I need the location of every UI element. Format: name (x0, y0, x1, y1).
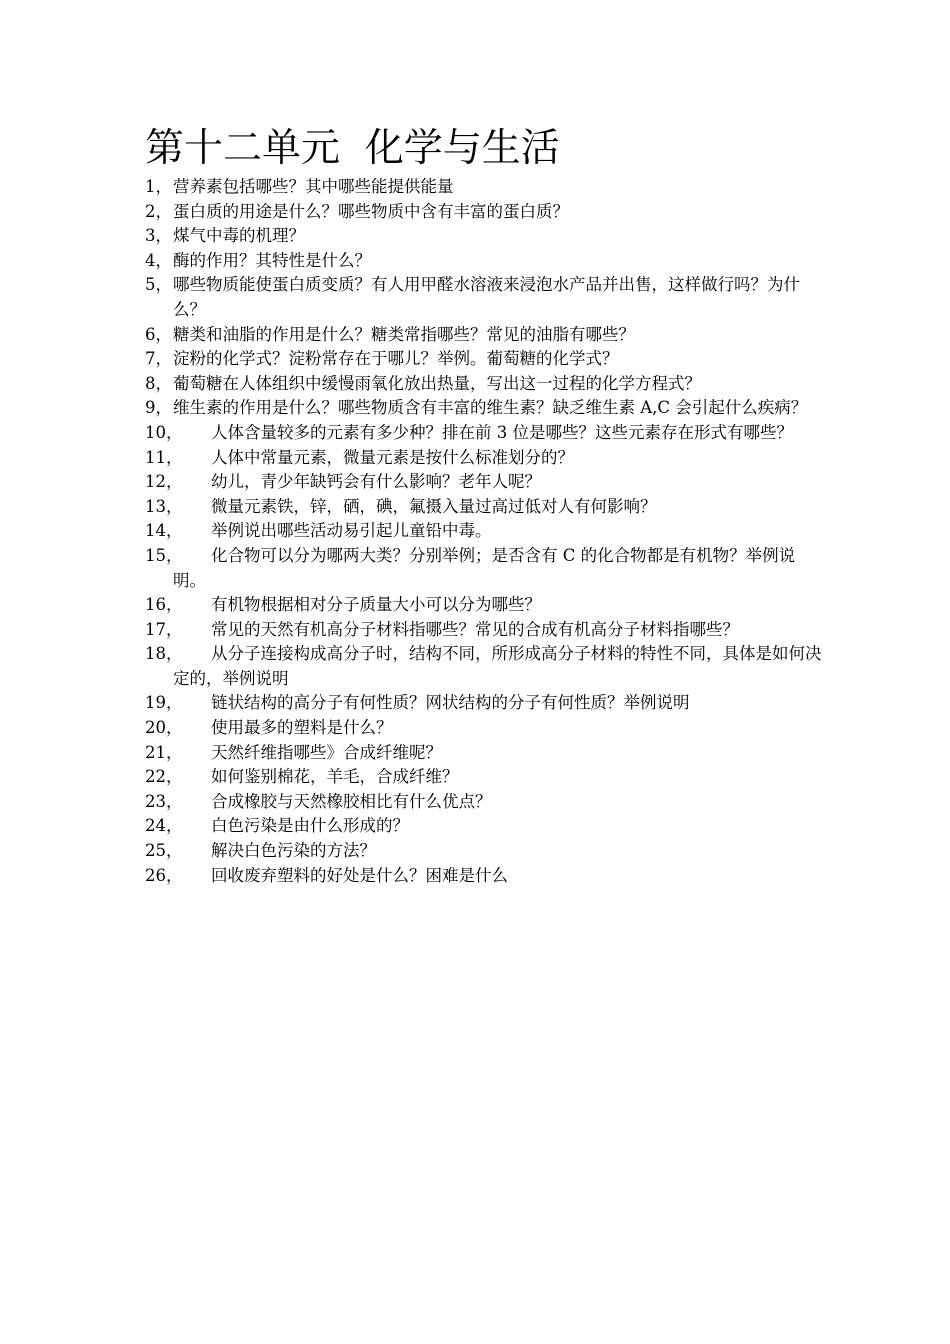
question-text: 维生素的作用是什么？哪些物质含有丰富的维生素？缺乏维生素 A,C 会引起什么疾病？ (173, 398, 808, 418)
question-item (145, 323, 825, 348)
question-text: 糖类和油脂的作用是什么？糖类常指哪些？常见的油脂有哪些？ (173, 324, 635, 344)
question-number: 23， (145, 791, 183, 811)
question-number: 9， (145, 398, 172, 418)
question-text: 有机物根据相对分子质量大小可以分为哪些？ (211, 595, 541, 615)
question-text: 举例说出哪些活动易引起儿童铅中毒。 (211, 521, 492, 541)
question-number: 4， (145, 250, 172, 270)
question-item (145, 224, 825, 249)
page-title: 第十二单元 化学与生活 (145, 126, 560, 171)
question-item (145, 790, 825, 815)
question-number: 14， (145, 521, 183, 541)
question-number: 19， (145, 693, 183, 713)
question-item (145, 593, 825, 618)
question-text: 酶的作用？其特性是什么？ (173, 250, 371, 270)
question-text: 化合物可以分为哪两大类？分别举例；是否含有 C 的化合物都是有机物？举例说明。 (173, 545, 796, 590)
question-item (145, 544, 825, 593)
question-text: 合成橡胶与天然橡胶相比有什么优点？ (211, 791, 492, 811)
question-number: 13， (145, 496, 183, 516)
question-number: 16， (145, 595, 183, 615)
question-item (145, 470, 825, 495)
question-item (145, 200, 825, 225)
question-number: 1， (145, 177, 172, 196)
question-text: 淀粉的化学式？淀粉常存在于哪儿？举例。葡萄糖的化学式？ (173, 349, 619, 369)
question-item (145, 372, 825, 397)
question-number: 21， (145, 742, 183, 762)
question-number: 26， (145, 865, 183, 885)
question-text: 使用最多的塑料是什么？ (211, 718, 393, 738)
question-text: 营养素包括哪些？其中哪些能提供能量 (173, 177, 454, 196)
question-item (145, 273, 825, 322)
question-item (145, 396, 825, 421)
question-number: 20， (145, 718, 183, 738)
question-number: 22， (145, 767, 183, 787)
question-number: 11， (145, 447, 183, 467)
question-number: 24， (145, 816, 183, 836)
question-text: 葡萄糖在人体组织中缓慢雨氧化放出热量，写出这一过程的化学方程式？ (173, 373, 701, 393)
question-number: 8， (145, 373, 172, 393)
question-item (145, 765, 825, 790)
question-number: 2， (145, 201, 172, 221)
question-number: 5， (145, 275, 172, 295)
question-item (145, 642, 825, 691)
question-number: 7， (145, 349, 172, 369)
question-item (145, 421, 825, 446)
question-number: 18， (145, 644, 183, 664)
question-item (145, 249, 825, 274)
question-text: 煤气中毒的机理？ (173, 226, 305, 246)
question-item (145, 691, 825, 716)
question-item (145, 519, 825, 544)
question-item (145, 839, 825, 864)
question-number: 25， (145, 841, 183, 861)
question-item (145, 175, 825, 200)
question-text: 天然纤维指哪些》合成纤维呢？ (211, 742, 442, 762)
question-number: 3， (145, 226, 172, 246)
question-item (145, 814, 825, 839)
question-list (145, 175, 825, 888)
question-item (145, 741, 825, 766)
question-number: 12， (145, 472, 183, 492)
question-item (145, 864, 825, 889)
question-item (145, 347, 825, 372)
question-text: 链状结构的高分子有何性质？网状结构的分子有何性质？举例说明 (211, 693, 690, 713)
question-text: 解决白色污染的方法？ (211, 841, 376, 861)
question-item (145, 446, 825, 471)
question-text: 蛋白质的用途是什么？哪些物质中含有丰富的蛋白质？ (173, 201, 569, 221)
question-number: 15， (145, 545, 183, 565)
question-number: 17， (145, 619, 183, 639)
question-text: 微量元素铁，锌，硒，碘，氟摄入量过高过低对人有何影响？ (211, 496, 657, 516)
question-text: 常见的天然有机高分子材料指哪些？常见的合成有机高分子材料指哪些？ (211, 619, 739, 639)
question-number: 6， (145, 324, 172, 344)
question-text: 人体含量较多的元素有多少种？排在前 3 位是哪些？这些元素存在形式有哪些？ (211, 422, 793, 442)
question-text: 哪些物质能使蛋白质变质？有人用甲醛水溶液来浸泡水产品并出售，这样做行吗？为什么？ (173, 275, 800, 319)
question-text: 人体中常量元素，微量元素是按什么标准划分的？ (211, 447, 574, 467)
question-text: 从分子连接构成高分子时，结构不同，所形成高分子材料的特性不同，具体是如何决定的，举例说明 (173, 644, 822, 688)
question-text: 如何鉴别棉花，羊毛，合成纤维？ (211, 767, 459, 787)
question-number: 10， (145, 422, 183, 442)
question-item (145, 495, 825, 520)
question-item (145, 618, 825, 643)
question-item (145, 716, 825, 741)
question-text: 幼儿，青少年缺钙会有什么影响？老年人呢？ (211, 472, 541, 492)
question-text: 白色污染是由什么形成的？ (211, 816, 409, 836)
question-text: 回收废弃塑料的好处是什么？困难是什么 (211, 865, 508, 885)
